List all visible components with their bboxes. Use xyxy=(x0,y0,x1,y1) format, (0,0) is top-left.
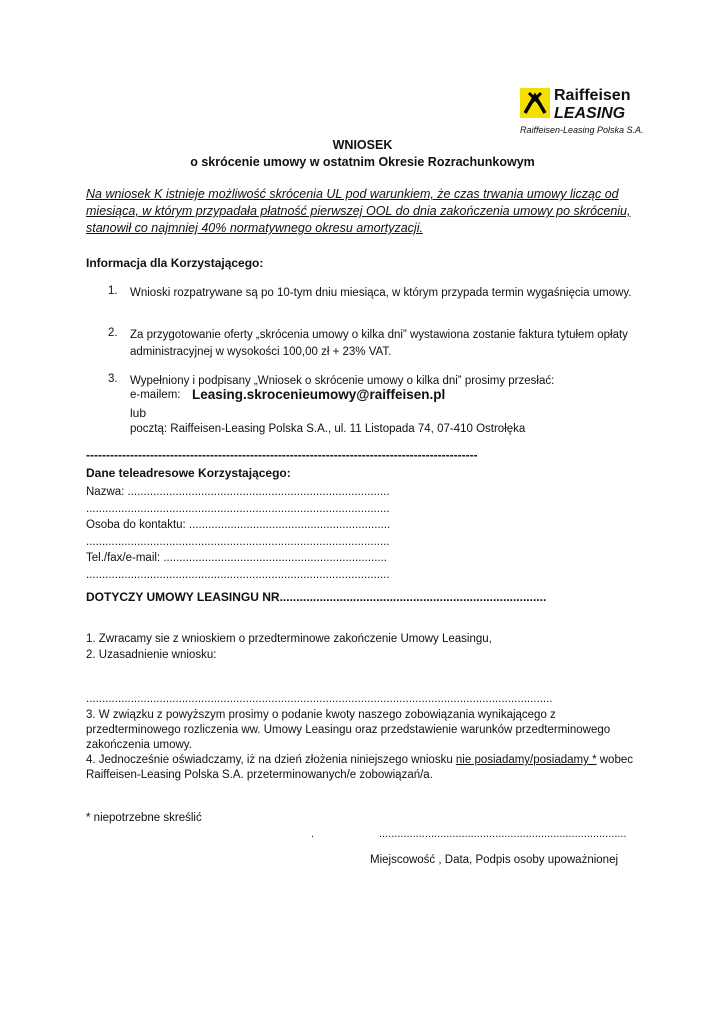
request-paragraph-4 xyxy=(86,753,646,783)
justification-field[interactable]: .................................................................................................................................................. xyxy=(86,693,553,705)
footnote: * niepotrzebne skreślić xyxy=(86,812,202,824)
p4-end: wobec Raiffeisen-Leasing Polska S.A. przeterminowanych/e zobowiązań/a. xyxy=(86,754,633,781)
company-logo xyxy=(520,88,660,140)
contact-person-field-continued[interactable]: ............................................................................................... xyxy=(86,536,390,548)
info-item-1: Wnioski rozpatrywane są po 10-tym dniu miesiąca, w którym przypada termin wygaśnięcia umowy. xyxy=(130,287,632,299)
request-line-1: 1. Zwracamy sie z wnioskiem o przedterminowe zakończenie Umowy Leasingu, xyxy=(86,633,492,645)
contract-number-row xyxy=(86,590,546,604)
name-field[interactable]: Nazwa: .................................................................................. xyxy=(86,486,390,498)
document-title: WNIOSEK xyxy=(332,138,393,152)
request-paragraph-3: 3. W związku z powyższym prosimy o podanie kwoty naszego zobowiązania wynikającego z przedterminowego rozliczenia ww. Umowy Leasingu oraz przedstawienie warunków przedterminowego zakończenia umowy. xyxy=(86,709,611,751)
item-number: 1. xyxy=(108,285,118,297)
info-heading: Informacja dla Korzystającego: xyxy=(86,256,264,270)
signature-caption: Miejscowość , Data, Podpis osoby upoważnionej xyxy=(370,854,619,866)
logo-subtitle: Raiffeisen-Leasing Polska S.A. xyxy=(520,125,644,135)
contact-person-field[interactable]: Osoba do kontaktu: ............................................................... xyxy=(86,519,391,531)
contact-heading: Dane teleadresowe Korzystającego: xyxy=(86,466,291,480)
request-line-2: 2. Uzasadnienie wniosku: xyxy=(86,649,217,661)
document-subtitle: o skrócenie umowy w ostatnim Okresie Rozrachunkowym xyxy=(190,155,535,169)
p4-start: 4. Jednocześnie oświadczamy, iż na dzień złożenia niniejszego wniosku xyxy=(86,754,456,766)
contract-heading: DOTYCZY UMOWY LEASINGU NR xyxy=(86,590,280,604)
logo-name: Raiffeisen xyxy=(554,87,631,104)
email-label: e-mailem: xyxy=(130,389,181,401)
small-dot: . xyxy=(311,828,315,840)
or-text: lub xyxy=(130,406,147,420)
logo-leasing: LEASING xyxy=(554,105,626,122)
contract-number-field[interactable]: ................................................................................ xyxy=(279,590,547,604)
email-address[interactable]: Leasing.skrocenieumowy@raiffeisen.pl xyxy=(192,387,446,402)
info-item-2: Za przygotowanie oferty „skrócenia umowy o kilka dni” wystawiona zostanie faktura tytułem opłaty administracyjnej w wysokości 100,00 zł + 23% VAT. xyxy=(130,329,628,358)
phone-fax-email-field-continued[interactable]: ............................................................................................... xyxy=(86,569,390,581)
signature-field[interactable]: ................................................................................. xyxy=(379,828,627,840)
item-number: 2. xyxy=(108,327,118,339)
item-number: 3. xyxy=(108,373,118,385)
separator-line: -------------------------------------------------------------------------------------------------- xyxy=(86,448,478,462)
raiffeisen-crossed-gables-icon xyxy=(520,88,550,118)
phone-fax-email-field[interactable]: Tel./fax/e-mail: ...................................................................... xyxy=(86,552,387,564)
intro-paragraph: Na wniosek K istnieje możliwość skrócenia UL pod warunkiem, że czas trwania umowy licząc od miesiąca, w którym przypadała płatność pierwszej OOL do dnia zakończenia umowy po skróceniu, stanowił co najmniej 40% normatywnego okresu amortyzacji. xyxy=(86,187,631,235)
info-item-3: Wypełniony i podpisany „Wniosek o skrócenie umowy o kilka dni” prosimy przesłać: xyxy=(130,375,555,387)
postal-address: pocztą: Raiffeisen-Leasing Polska S.A., ul. 11 Listopada 74, 07-410 Ostrołęka xyxy=(130,423,526,435)
name-field-continued[interactable]: ............................................................................................... xyxy=(86,503,390,515)
debt-status-option[interactable]: nie posiadamy/posiadamy * xyxy=(455,754,597,766)
